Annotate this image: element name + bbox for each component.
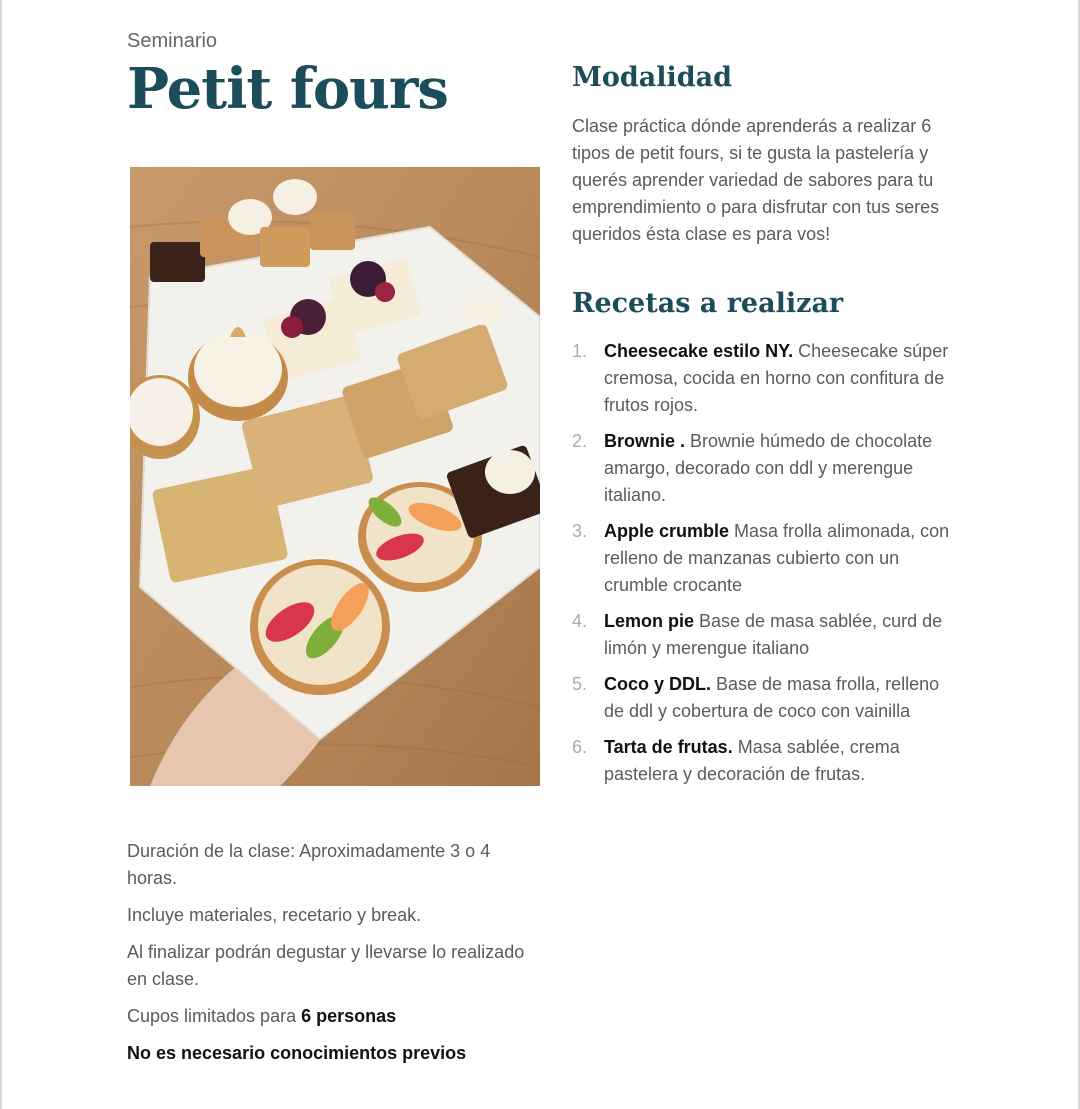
list-item: [572, 608, 962, 662]
recipe-desc: Masa frolla alimonada, con relleno de manzanas cubierto con un crumble crocante: [604, 521, 950, 595]
class-details: [127, 838, 527, 1077]
list-number: 6.: [572, 737, 588, 757]
recipe-text: [604, 734, 962, 788]
page-border-left: [0, 0, 2, 1109]
list-number: 2.: [572, 431, 588, 451]
list-number: 4.: [572, 611, 588, 631]
recipe-list: [572, 338, 962, 797]
modalidad-heading: Modalidad: [572, 62, 733, 93]
take-home-text: Al finalizar podrán degustar y llevarse lo realizado en clase.: [127, 942, 525, 989]
seminar-kicker: Seminario: [127, 30, 218, 52]
list-item: [572, 518, 962, 599]
list-number: 1.: [572, 341, 588, 361]
list-item: [572, 338, 962, 419]
recipe-text: [604, 518, 962, 599]
list-number: 5.: [572, 674, 588, 694]
petit-fours-illustration: [130, 167, 540, 786]
recetas-heading: Recetas a realizar: [572, 288, 844, 319]
cupos-count: 6 personas: [301, 1006, 397, 1026]
recipe-desc: Base de masa frolla, relleno de ddl y cobertura de coco con vainilla: [604, 674, 940, 721]
recipe-name: Cheesecake estilo NY.: [604, 341, 794, 361]
cupos-text: [127, 1003, 527, 1030]
modalidad-text: Clase práctica dónde aprenderás a realizar 6 tipos de petit fours, si te gusta la pastelería y querés aprender variedad de sabores para tu emprendimiento o para disfrutar con tus seres queridos ésta clase es para vos!: [572, 116, 940, 244]
list-number: 3.: [572, 521, 588, 541]
recipe-name: Tarta de frutas.: [604, 737, 733, 757]
duration-text: Duración de la clase: Aproximadamente 3 o 4 horas.: [127, 841, 491, 888]
page-title: Petit fours: [127, 56, 448, 122]
no-knowledge-text: No es necesario conocimientos previos: [127, 1043, 467, 1063]
includes-text: Incluye materiales, recetario y break.: [127, 905, 422, 925]
recipe-desc: Cheesecake súper cremosa, cocida en horno con confitura de frutos rojos.: [604, 341, 949, 415]
recipe-text: [604, 428, 962, 509]
cupos-prefix: Cupos limitados para: [127, 1006, 302, 1026]
recipe-text: [604, 608, 962, 662]
recipe-desc: Brownie húmedo de chocolate amargo, decorado con ddl y merengue italiano.: [604, 431, 933, 505]
petit-fours-photo: [130, 167, 540, 786]
recipe-name: Coco y DDL.: [604, 674, 712, 694]
recipe-name: Lemon pie: [604, 611, 695, 631]
recipe-text: [604, 671, 962, 725]
recipe-desc: Masa sablée, crema pastelera y decoración de frutas.: [604, 737, 900, 784]
recipe-desc: Base de masa sablée, curd de limón y merengue italiano: [604, 611, 943, 658]
recipe-text: [604, 338, 962, 419]
recipe-name: Brownie .: [604, 431, 686, 451]
list-item: [572, 671, 962, 725]
list-item: [572, 428, 962, 509]
recipe-name: Apple crumble: [604, 521, 730, 541]
list-item: [572, 734, 962, 788]
